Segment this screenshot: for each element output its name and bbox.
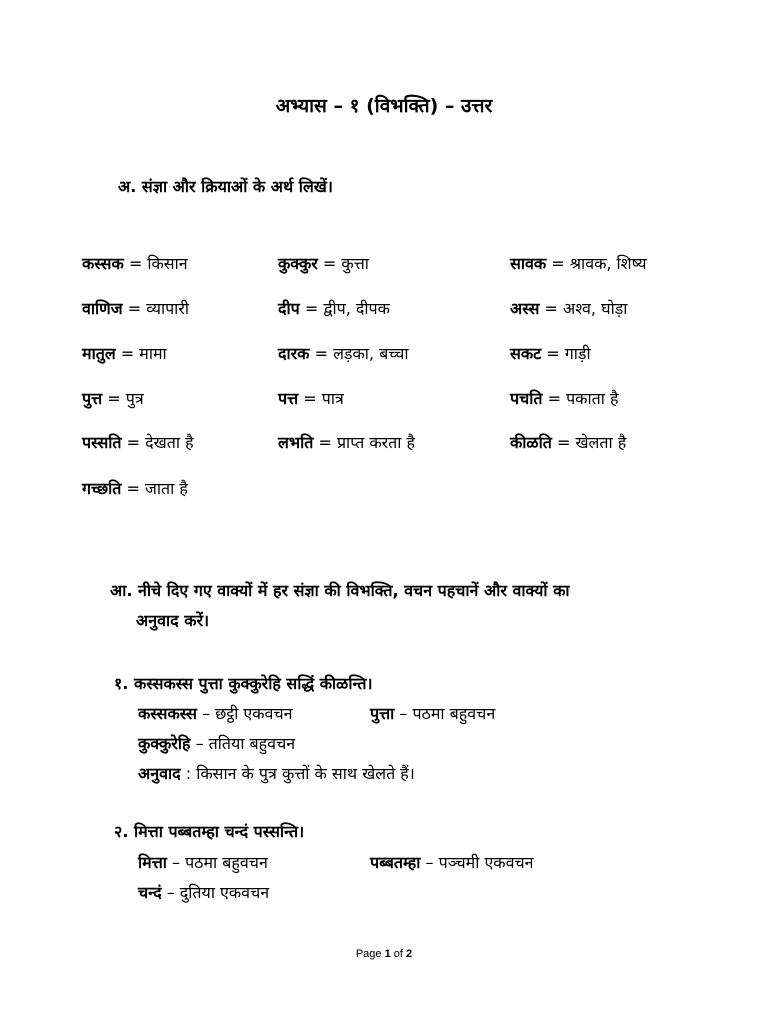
equals-sign: = <box>121 479 145 498</box>
vocab-word: पत्त <box>278 389 299 408</box>
page-title: अभ्यास – १ (विभक्ति) – उत्तर <box>275 95 493 117</box>
parse-entry <box>138 851 268 873</box>
equals-sign: = <box>115 344 140 363</box>
parse-entry <box>370 702 495 724</box>
vocab-entry <box>82 387 144 409</box>
equals-sign: = <box>299 299 324 318</box>
vocab-entry <box>278 387 344 409</box>
exercise-sentence: २. मित्ता पब्बतम्हा चन्दं पस्सन्ति। <box>114 822 305 841</box>
vocab-meaning: श्रावक, शिष्य <box>569 254 647 273</box>
page-word: Page <box>355 948 385 960</box>
vocab-word: अस्स <box>510 299 540 318</box>
vocab-entry <box>278 431 415 453</box>
vocab-entry <box>278 297 390 319</box>
vocab-entry <box>82 431 194 453</box>
parse-description: – पञ्चमी एकवचन <box>420 853 534 872</box>
exercise-sentence: १. कस्सकस्स पुत्ता कुक्कुरेहि सद्धिं कीळन्ति। <box>114 674 373 693</box>
equals-sign: = <box>542 389 567 408</box>
vocab-meaning: व्यापारी <box>146 299 190 318</box>
parse-description: – पठमा बहुवचन <box>166 853 268 872</box>
vocab-meaning: किसान <box>147 254 188 273</box>
vocab-word: कुक्कुर <box>278 254 318 273</box>
parse-entry <box>138 732 295 754</box>
equals-sign: = <box>121 433 146 452</box>
page-number: 1 <box>384 948 391 960</box>
parse-entry <box>138 881 269 903</box>
equals-sign: = <box>546 254 570 273</box>
vocab-entry <box>82 252 188 274</box>
vocab-entry <box>278 252 369 274</box>
vocab-row <box>0 297 768 325</box>
parse-word: पुत्ता <box>370 704 395 723</box>
vocab-word: दीप <box>278 299 300 318</box>
vocab-entry <box>510 431 626 453</box>
equals-sign: = <box>541 344 565 363</box>
vocab-row <box>0 431 768 459</box>
equals-sign: = <box>539 299 564 318</box>
parse-word: पब्बतम्हा <box>370 853 421 872</box>
parse-entry <box>138 702 293 724</box>
section-b-heading <box>110 576 685 636</box>
vocab-meaning: खेलता है <box>575 433 627 452</box>
equals-sign: = <box>309 344 334 363</box>
vocab-meaning: अश्व, घोड़ा <box>563 299 628 318</box>
vocab-word: गच्छति <box>82 479 122 498</box>
vocab-meaning: गाड़ी <box>564 344 591 363</box>
vocab-meaning: जाता है <box>144 479 188 498</box>
translation-text: : किसान के पुत्र कुत्तों के साथ खेलते हैं। <box>180 764 415 783</box>
vocab-word: सकट <box>510 344 542 363</box>
vocab-word: कस्सक <box>82 254 124 273</box>
parse-word: मित्ता <box>138 853 167 872</box>
parse-entry <box>370 851 534 873</box>
of-word: of <box>390 948 407 960</box>
page-total: 2 <box>406 948 413 960</box>
vocab-word: पुत्त <box>82 389 103 408</box>
vocab-meaning: प्राप्त करता है <box>336 433 416 452</box>
translation-label: अनुवाद <box>138 764 181 783</box>
section-b-heading-line2: अनुवाद करें। <box>136 611 210 630</box>
vocab-entry <box>510 297 627 319</box>
vocab-entry <box>82 342 167 364</box>
vocab-entry <box>510 342 591 364</box>
vocab-meaning: लड़का, बच्चा <box>333 344 409 363</box>
vocab-entry <box>278 342 409 364</box>
equals-sign: = <box>123 254 148 273</box>
page-footer <box>0 948 768 960</box>
parse-description: – छट्ठी एकवचन <box>196 704 293 723</box>
vocab-word: पस्सति <box>82 433 122 452</box>
equals-sign: = <box>551 433 576 452</box>
vocab-row <box>0 387 768 415</box>
vocab-meaning: कुत्ता <box>341 254 369 273</box>
vocab-word: सावक <box>510 254 547 273</box>
parse-word: चन्दं <box>138 883 162 902</box>
parse-description: – पठमा बहुवचन <box>394 704 496 723</box>
section-a-heading: अ. संज्ञा और क्रियाओं के अर्थ लिखें। <box>118 177 333 196</box>
vocab-word: पचति <box>510 389 543 408</box>
equals-sign: = <box>317 254 342 273</box>
vocab-meaning: पात्र <box>321 389 344 408</box>
vocab-row <box>0 252 768 280</box>
parse-word: कुक्कुरेहि <box>138 734 191 753</box>
equals-sign: = <box>313 433 337 452</box>
vocab-meaning: मामा <box>139 344 167 363</box>
vocab-entry <box>82 297 189 319</box>
translation <box>138 762 415 784</box>
equals-sign: = <box>122 299 147 318</box>
vocab-word: वाणिज <box>82 299 123 318</box>
vocab-word: लभति <box>278 433 314 452</box>
parse-description: – दुतिया एकवचन <box>161 883 270 902</box>
parse-word: कस्सकस्स <box>138 704 197 723</box>
equals-sign: = <box>298 389 322 408</box>
vocab-word: दारक <box>278 344 310 363</box>
vocab-row <box>0 342 768 370</box>
vocab-meaning: द्वीप, दीपक <box>323 299 390 318</box>
vocab-entry <box>82 477 188 499</box>
vocab-entry <box>510 387 618 409</box>
vocab-meaning: पकाता है <box>566 389 619 408</box>
equals-sign: = <box>102 389 126 408</box>
vocab-entry <box>510 252 647 274</box>
vocab-word: मातुल <box>82 344 116 363</box>
vocab-meaning: देखता है <box>145 433 194 452</box>
section-b-heading-line1: आ. नीचे दिए गए वाक्यों में हर संज्ञा की विभक्ति, वचन पहचानें और वाक्यों का <box>110 581 570 600</box>
vocab-meaning: पुत्र <box>125 389 144 408</box>
vocab-row <box>0 477 768 505</box>
vocab-word: कीळति <box>510 433 552 452</box>
parse-description: – ततिया बहुवचन <box>190 734 296 753</box>
